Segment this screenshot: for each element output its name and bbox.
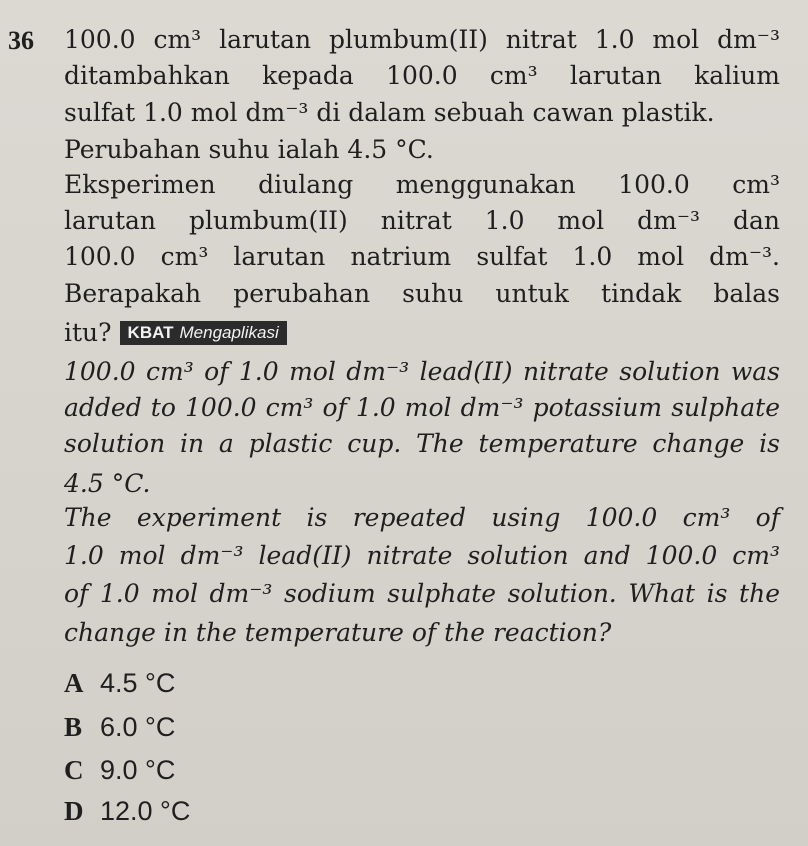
question-number: 36 xyxy=(8,26,34,55)
malay-line-3: sulfat 1.0 mol dm⁻³ di dalam sebuah cawan plastik. xyxy=(64,98,715,127)
malay-last-word: itu? xyxy=(64,318,112,347)
english-line-2: added to 100.0 cm³ of 1.0 mol dm⁻³ potassium sulphate xyxy=(64,393,780,422)
option-letter: C xyxy=(64,755,84,785)
option-letter: B xyxy=(64,712,83,742)
kbat-level: KBAT xyxy=(127,323,174,342)
option-a[interactable] xyxy=(64,665,175,702)
option-c[interactable] xyxy=(64,752,175,789)
english-line-7: of 1.0 mol dm⁻³ sodium sulphate solution. What is the xyxy=(64,579,780,608)
option-d[interactable] xyxy=(64,793,190,830)
malay-line-7: 100.0 cm³ larutan natrium sulfat 1.0 mol dm⁻³. xyxy=(64,242,780,271)
malay-line-1: 100.0 cm³ larutan plumbum(II) nitrat 1.0 mol dm⁻³ xyxy=(64,25,780,54)
malay-line-8: Berapakah perubahan suhu untuk tindak balas xyxy=(64,279,780,308)
english-line-8: change in the temperature of the reaction? xyxy=(64,618,612,647)
kbat-badge xyxy=(120,321,287,345)
option-value: 9.0 °C xyxy=(100,755,176,785)
english-line-4: 4.5 °C. xyxy=(64,469,151,498)
malay-line-6: larutan plumbum(II) nitrat 1.0 mol dm⁻³ dan xyxy=(64,206,780,235)
option-b[interactable] xyxy=(64,709,175,746)
malay-line-5: Eksperimen diulang menggunakan 100.0 cm³ xyxy=(64,170,780,199)
option-letter: A xyxy=(64,668,84,698)
option-letter: D xyxy=(64,796,84,826)
malay-line-2: ditambahkan kepada 100.0 cm³ larutan kalium xyxy=(64,61,780,90)
malay-line-9 xyxy=(64,315,780,351)
english-line-6: 1.0 mol dm⁻³ lead(II) nitrate solution and 100.0 cm³ xyxy=(64,541,780,570)
english-line-1: 100.0 cm³ of 1.0 mol dm⁻³ lead(II) nitrate solution was xyxy=(64,357,780,386)
english-line-3: solution in a plastic cup. The temperature change is xyxy=(64,429,780,458)
malay-line-4: Perubahan suhu ialah 4.5 °C. xyxy=(64,135,434,164)
english-line-5: The experiment is repeated using 100.0 cm³ of xyxy=(64,503,780,532)
option-value: 4.5 °C xyxy=(100,668,176,698)
kbat-label: Mengaplikasi xyxy=(179,323,279,342)
option-value: 12.0 °C xyxy=(100,796,191,826)
option-value: 6.0 °C xyxy=(100,712,176,742)
